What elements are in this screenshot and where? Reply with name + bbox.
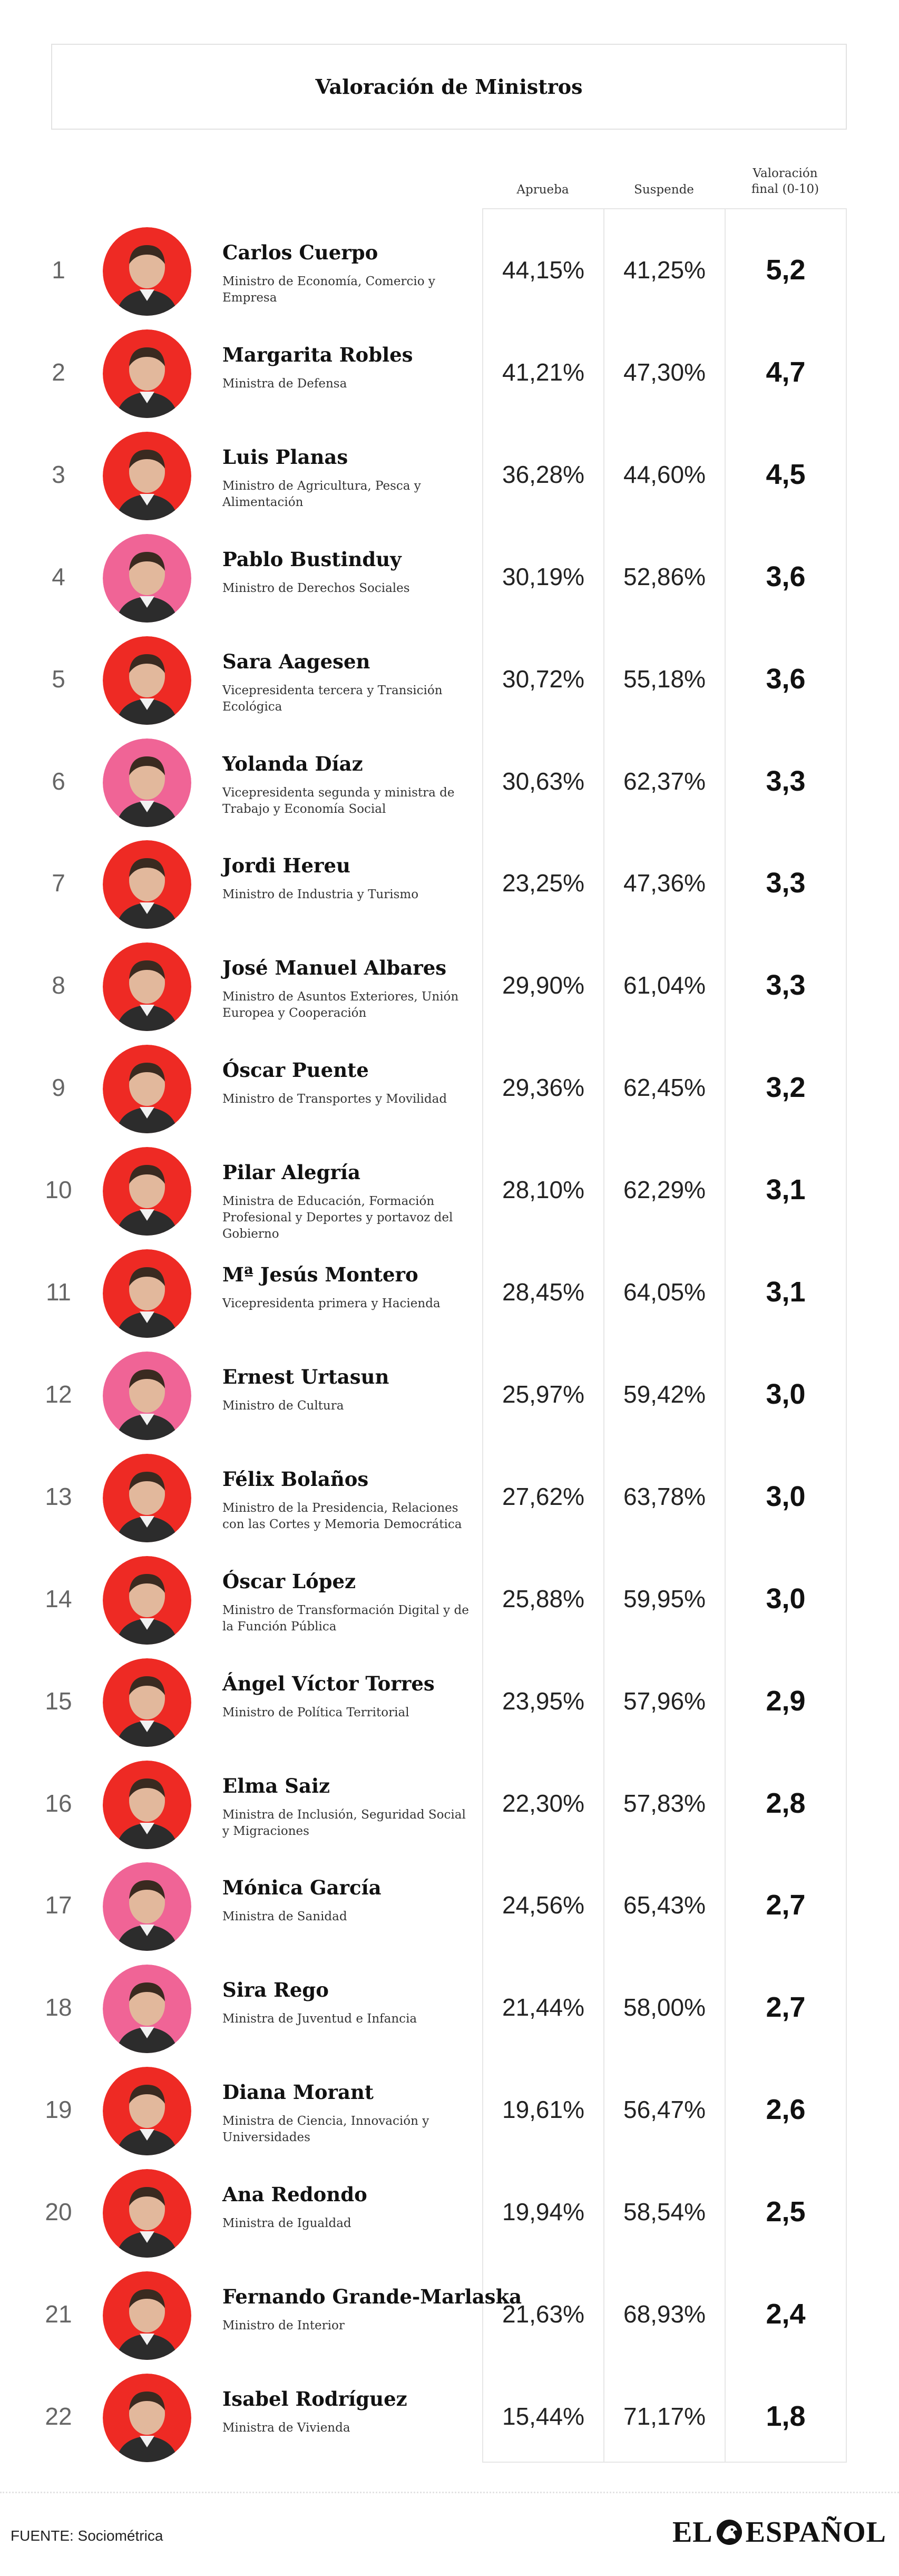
person-icon <box>103 1556 191 1645</box>
column-header-score: Valoración final (0-10) <box>751 167 819 196</box>
score-value: 4,7 <box>766 356 806 388</box>
minister-role: Ministro de Asuntos Exteriores, Unión Europea y Cooperación <box>222 990 459 1020</box>
minister-role: Ministro de Derechos Sociales <box>222 581 410 595</box>
approve-value: 23,25% <box>502 869 584 897</box>
rank-number: 12 <box>45 1380 72 1408</box>
el-espanol-logo: EL ESPAÑOL <box>672 2516 886 2549</box>
minister-name: Carlos Cuerpo <box>222 241 378 264</box>
score-value: 3,6 <box>766 560 806 592</box>
person-icon <box>103 636 191 725</box>
column-header-approve: Aprueba <box>516 183 569 197</box>
person-icon <box>103 1658 191 1747</box>
minister-role: Ministro de Interior <box>222 2319 345 2332</box>
minister-photo <box>103 1352 191 1440</box>
minister-photo <box>103 1454 191 1542</box>
fail-value: 58,00% <box>623 1993 706 2021</box>
minister-name: Elma Saiz <box>222 1774 330 1797</box>
score-value: 3,3 <box>766 969 806 1001</box>
fail-value: 62,37% <box>623 767 706 795</box>
rank-number: 20 <box>45 2198 72 2225</box>
person-icon <box>103 1147 191 1236</box>
minister-role: Ministro de la Presidencia, Relaciones con las Cortes y Memoria Democrática <box>222 1501 462 1531</box>
fail-value: 58,54% <box>623 2198 706 2225</box>
minister-name: Sira Rego <box>222 1978 329 2001</box>
minister-role: Ministra de Vivienda <box>222 2421 350 2435</box>
table-row <box>0 1956 899 2058</box>
minister-photo <box>103 1965 191 2053</box>
fail-value: 61,04% <box>623 971 706 999</box>
minister-name: Luis Planas <box>222 445 348 469</box>
rank-number: 17 <box>45 1891 72 1919</box>
score-value: 3,0 <box>766 1582 806 1615</box>
fail-value: 56,47% <box>623 2095 706 2123</box>
approve-value: 41,21% <box>502 358 584 386</box>
minister-role: Ministra de Ciencia, Innovación y Universidades <box>222 2114 429 2144</box>
minister-role: Ministro de Cultura <box>222 1399 344 1413</box>
minister-role: Ministra de Defensa <box>222 377 347 391</box>
table-row <box>0 423 899 525</box>
person-icon <box>103 1352 191 1440</box>
minister-photo <box>103 2271 191 2360</box>
minister-role: Ministro de Industria y Turismo <box>222 888 419 901</box>
rank-number: 16 <box>45 1789 72 1817</box>
person-icon <box>103 1454 191 1542</box>
minister-photo <box>103 432 191 520</box>
fail-value: 59,42% <box>623 1380 706 1408</box>
approve-value: 22,30% <box>502 1789 584 1817</box>
minister-role: Ministro de Transportes y Movilidad <box>222 1092 447 1106</box>
minister-role: Ministra de Sanidad <box>222 1910 347 1923</box>
table-row <box>0 2263 899 2365</box>
score-value: 1,8 <box>766 2400 806 2432</box>
table-row <box>0 2058 899 2160</box>
score-value: 2,7 <box>766 1991 806 2023</box>
fail-value: 62,45% <box>623 1073 706 1101</box>
person-icon <box>103 432 191 520</box>
approve-value: 23,95% <box>502 1687 584 1715</box>
minister-photo <box>103 840 191 929</box>
minister-role: Ministra de Educación, Formación Profesional y Deportes y portavoz del Gobierno <box>222 1194 453 1241</box>
minister-name: Mónica García <box>222 1876 382 1899</box>
minister-name: Pilar Alegría <box>222 1161 360 1184</box>
rank-number: 15 <box>45 1687 72 1715</box>
table-row <box>0 321 899 423</box>
fail-value: 52,86% <box>623 562 706 590</box>
person-icon <box>103 1761 191 1849</box>
table-row <box>0 730 899 832</box>
approve-value: 30,19% <box>502 562 584 590</box>
fail-value: 41,25% <box>623 256 706 284</box>
fail-value: 57,96% <box>623 1687 706 1715</box>
rank-number: 2 <box>52 358 65 386</box>
minister-role: Ministra de Igualdad <box>222 2217 351 2230</box>
minister-name: Sara Aagesen <box>222 650 370 673</box>
source-note: FUENTE: Sociométrica <box>11 2528 163 2544</box>
fail-value: 57,83% <box>623 1789 706 1817</box>
fail-value: 62,29% <box>623 1175 706 1203</box>
table-row <box>0 1343 899 1445</box>
lion-emblem-icon <box>715 2518 744 2546</box>
minister-name: Margarita Robles <box>222 343 413 366</box>
rank-number: 8 <box>52 971 65 999</box>
rank-number: 11 <box>46 1278 71 1306</box>
approve-value: 28,10% <box>502 1175 584 1203</box>
minister-name: Mª Jesús Montero <box>222 1263 418 1286</box>
score-value: 2,5 <box>766 2195 806 2228</box>
approve-value: 36,28% <box>502 460 584 488</box>
person-icon <box>103 534 191 623</box>
approve-value: 21,44% <box>502 1993 584 2021</box>
title-box <box>51 44 847 130</box>
chart-title: Valoración de Ministros <box>315 75 583 99</box>
minister-name: José Manuel Albares <box>222 956 447 979</box>
approve-value: 15,44% <box>502 2402 584 2430</box>
rank-number: 19 <box>45 2095 72 2123</box>
score-value: 3,3 <box>766 765 806 797</box>
score-value: 3,6 <box>766 663 806 695</box>
rank-number: 14 <box>45 1585 72 1612</box>
fail-value: 44,60% <box>623 460 706 488</box>
score-value: 2,7 <box>766 1889 806 1921</box>
minister-photo <box>103 1658 191 1747</box>
minister-photo <box>103 2067 191 2155</box>
table-row <box>0 2161 899 2262</box>
fail-value: 68,93% <box>623 2300 706 2328</box>
table-row <box>0 219 899 320</box>
rank-number: 21 <box>45 2300 72 2328</box>
score-value: 3,1 <box>766 1173 806 1206</box>
minister-photo <box>103 1556 191 1645</box>
approve-value: 30,63% <box>502 767 584 795</box>
minister-role: Ministro de Política Territorial <box>222 1706 409 1719</box>
table-row <box>0 1445 899 1547</box>
approve-value: 30,72% <box>502 665 584 693</box>
minister-photo <box>103 329 191 418</box>
fail-value: 71,17% <box>623 2402 706 2430</box>
person-icon <box>103 2271 191 2360</box>
minister-photo <box>103 2374 191 2462</box>
minister-name: Óscar Puente <box>222 1058 369 1082</box>
minister-name: Jordi Hereu <box>222 854 350 877</box>
table-row <box>0 628 899 730</box>
person-icon <box>103 227 191 316</box>
score-value: 3,2 <box>766 1071 806 1103</box>
table-row <box>0 1139 899 1240</box>
minister-name: Yolanda Díaz <box>222 752 363 775</box>
fail-value: 47,30% <box>623 358 706 386</box>
fail-value: 65,43% <box>623 1891 706 1919</box>
table-row <box>0 1548 899 1649</box>
column-header-fail: Suspende <box>634 183 694 197</box>
table-row <box>0 1650 899 1752</box>
table-row <box>0 934 899 1036</box>
minister-name: Óscar López <box>222 1570 356 1593</box>
minister-photo <box>103 636 191 725</box>
minister-name: Ángel Víctor Torres <box>222 1672 435 1695</box>
table-row <box>0 832 899 934</box>
score-value: 2,6 <box>766 2093 806 2125</box>
fail-value: 64,05% <box>623 1278 706 1306</box>
approve-value: 28,45% <box>502 1278 584 1306</box>
minister-role: Ministro de Transformación Digital y de la Función Pública <box>222 1603 469 1634</box>
minister-name: Fernando Grande-Marlaska <box>222 2285 522 2308</box>
person-icon <box>103 840 191 929</box>
footer-divider <box>0 2492 899 2493</box>
score-value: 3,3 <box>766 867 806 899</box>
rank-number: 18 <box>45 1993 72 2021</box>
person-icon <box>103 1045 191 1133</box>
score-value: 2,8 <box>766 1787 806 1819</box>
rank-number: 10 <box>45 1175 72 1203</box>
table-row <box>0 526 899 627</box>
approve-value: 25,88% <box>502 1585 584 1612</box>
minister-role: Ministro de Agricultura, Pesca y Alimentación <box>222 479 421 509</box>
fail-value: 63,78% <box>623 1482 706 1510</box>
minister-name: Ernest Urtasun <box>222 1365 389 1388</box>
rank-number: 1 <box>52 256 65 284</box>
fail-value: 59,95% <box>623 1585 706 1612</box>
minister-role: Vicepresidenta segunda y ministra de Trabajo y Economía Social <box>222 786 455 816</box>
rank-number: 7 <box>52 869 65 897</box>
person-icon <box>103 329 191 418</box>
person-icon <box>103 1862 191 1951</box>
minister-role: Ministra de Inclusión, Seguridad Social y Migraciones <box>222 1808 466 1838</box>
person-icon <box>103 738 191 827</box>
score-value: 3,0 <box>766 1480 806 1512</box>
minister-photo <box>103 1045 191 1133</box>
rank-number: 9 <box>52 1073 65 1101</box>
approve-value: 29,36% <box>502 1073 584 1101</box>
approve-value: 29,90% <box>502 971 584 999</box>
rank-number: 6 <box>52 767 65 795</box>
approve-value: 19,61% <box>502 2095 584 2123</box>
score-value: 4,5 <box>766 458 806 490</box>
approve-value: 27,62% <box>502 1482 584 1510</box>
minister-photo <box>103 738 191 827</box>
minister-name: Isabel Rodríguez <box>222 2387 407 2410</box>
person-icon <box>103 942 191 1031</box>
minister-role: Vicepresidenta primera y Hacienda <box>222 1297 441 1310</box>
minister-role: Ministra de Juventud e Infancia <box>222 2012 417 2026</box>
minister-photo <box>103 534 191 623</box>
person-icon <box>103 2169 191 2258</box>
table-row <box>0 1241 899 1343</box>
score-value: 2,4 <box>766 2298 806 2330</box>
rank-number: 3 <box>52 460 65 488</box>
minister-name: Félix Bolaños <box>222 1467 369 1491</box>
minister-photo <box>103 1761 191 1849</box>
rank-number: 4 <box>52 562 65 590</box>
person-icon <box>103 2374 191 2462</box>
minister-photo <box>103 1147 191 1236</box>
minister-name: Pablo Bustinduy <box>222 548 402 571</box>
rank-number: 22 <box>45 2402 72 2430</box>
fail-value: 55,18% <box>623 665 706 693</box>
rank-number: 5 <box>52 665 65 693</box>
approve-value: 24,56% <box>502 1891 584 1919</box>
minister-photo <box>103 1249 191 1338</box>
fail-value: 47,36% <box>623 869 706 897</box>
table-row <box>0 2365 899 2467</box>
approve-value: 44,15% <box>502 256 584 284</box>
minister-name: Diana Morant <box>222 2081 374 2104</box>
person-icon <box>103 1965 191 2053</box>
minister-photo <box>103 2169 191 2258</box>
minister-name: Ana Redondo <box>222 2183 367 2206</box>
score-value: 3,1 <box>766 1276 806 1308</box>
minister-role: Vicepresidenta tercera y Transición Ecológica <box>222 684 443 714</box>
approve-value: 21,63% <box>502 2300 584 2328</box>
minister-photo <box>103 942 191 1031</box>
approve-value: 19,94% <box>502 2198 584 2225</box>
person-icon <box>103 1249 191 1338</box>
approve-value: 25,97% <box>502 1380 584 1408</box>
score-value: 3,0 <box>766 1378 806 1410</box>
minister-role: Ministro de Economía, Comercio y Empresa <box>222 275 435 305</box>
person-icon <box>103 2067 191 2155</box>
table-row <box>0 1036 899 1138</box>
rank-number: 13 <box>45 1482 72 1510</box>
minister-photo <box>103 1862 191 1951</box>
minister-photo <box>103 227 191 316</box>
table-row <box>0 1854 899 1956</box>
score-value: 2,9 <box>766 1685 806 1717</box>
table-row <box>0 1752 899 1854</box>
score-value: 5,2 <box>766 254 806 286</box>
